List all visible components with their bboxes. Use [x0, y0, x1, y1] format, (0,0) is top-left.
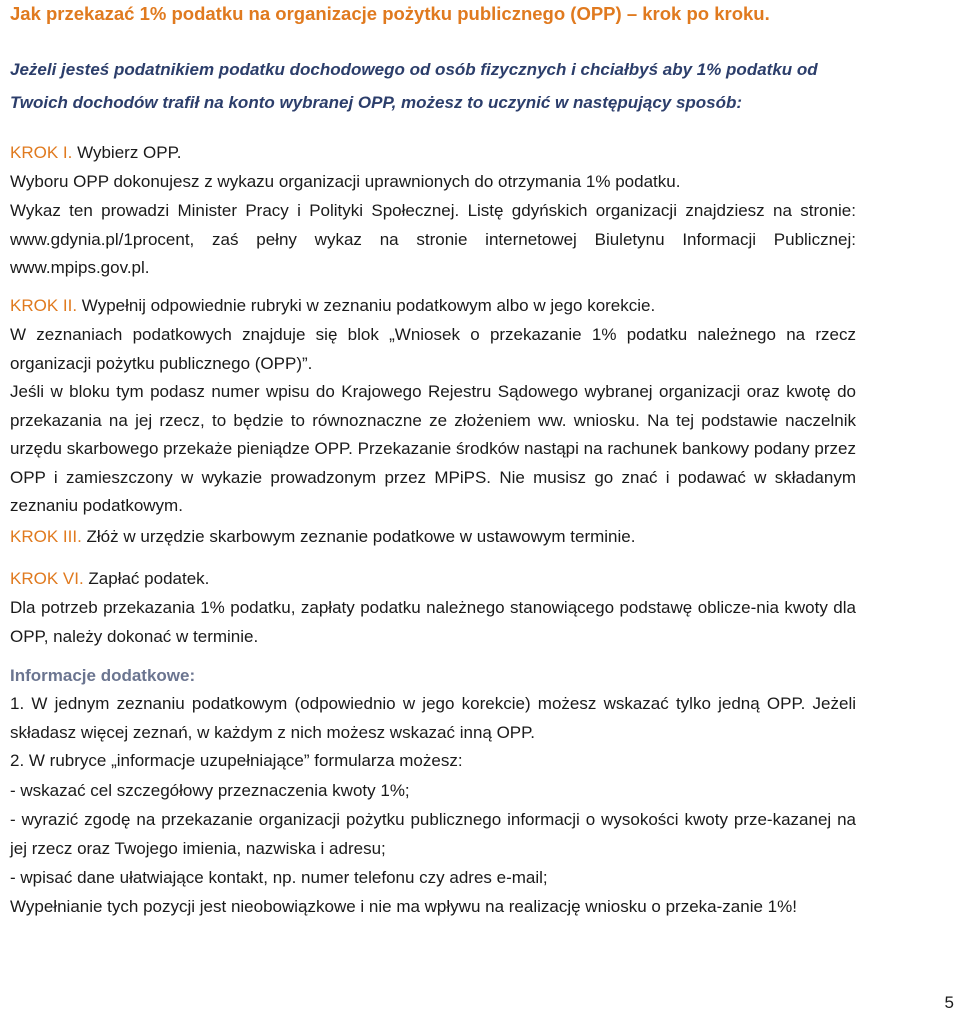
info-heading: Informacje dodatkowe: — [10, 666, 196, 685]
step2-text2: Jeśli w bloku tym podasz numer wpisu do Krajowego Rejestru Sądowego wybranej organizacji oraz kwotę do przekazania na jej rzecz, to będzie to równoznaczne ze złożeniem ww. wniosku. Na tej podstawie naczelnik urzędu skarbowego przekaże pieniądze OPP. Przekazanie środków nastąpi na rachunek bankowy podany przez OPP i zamieszczony w wykazie prowadzonym przez MPiPS. Nie musisz go znać i podawać w składanym zeznaniu podatkowym. — [10, 382, 856, 515]
step1-text2: Wykaz ten prowadzi Minister Pracy i Polityki Społecznej. Listę gdyńskich organizacji znajdziesz na stronie: www.gdynia.pl/1procent, zaś pełny wykaz na stronie internetowej Biuletynu Informacji Publicznej: www.mpips.gov.pl. — [10, 201, 856, 277]
info-item2: 2. W rubryce „informacje uzupełniające” formularza możesz: — [10, 751, 463, 770]
step1-label: KROK I. — [10, 143, 73, 162]
info-bullet3: - wpisać dane ułatwiające kontakt, np. numer telefonu czy adres e-mail; — [10, 868, 548, 887]
page-number: 5 — [944, 993, 954, 1012]
step3-heading-text: Złóż w urzędzie skarbowym zeznanie podatkowe w ustawowym terminie. — [81, 527, 636, 546]
info-closing: Wypełnianie tych pozycji jest nieobowiązkowe i nie ma wpływu na realizację wniosku o przeka-zanie 1%! — [10, 897, 797, 916]
info-item1: 1. W jednym zeznaniu podatkowym (odpowiednio w jego korekcie) możesz wskazać tylko jedną OPP. Jeżeli składasz więcej zeznań, w każdym z nich możesz wskazać inną OPP. — [10, 694, 856, 742]
info-bullet2: - wyrazić zgodę na przekazanie organizacji pożytku publicznego informacji o wysokości kwoty prze-kazanej na jej rzecz oraz Twojego imienia, nazwiska i adresu; — [10, 810, 856, 858]
step1-text1: Wyboru OPP dokonujesz z wykazu organizacji uprawnionych do otrzymania 1% podatku. — [10, 172, 681, 191]
step3-heading — [10, 523, 856, 552]
step4-heading — [10, 565, 856, 594]
step1-heading — [10, 139, 856, 168]
step2-label: KROK II. — [10, 296, 78, 315]
step2-heading — [10, 292, 856, 321]
step3-label: KROK III. — [10, 527, 82, 546]
step2-text1: W zeznaniach podatkowych znajduje się blok „Wniosek o przekazanie 1% podatku należnego na rzecz organizacji pożytku publicznego (OPP)”. — [10, 325, 856, 373]
step4-text1: Dla potrzeb przekazania 1% podatku, zapłaty podatku należnego stanowiącego podstawę oblicze-nia kwoty dla OPP, należy dokonać w terminie. — [10, 598, 856, 646]
info-bullet1: - wskazać cel szczegółowy przeznaczenia kwoty 1%; — [10, 781, 410, 800]
page-title: Jak przekazać 1% podatku na organizacje pożytku publicznego (OPP) – krok po kroku. — [10, 3, 770, 24]
step2-heading-text: Wypełnij odpowiednie rubryki w zeznaniu podatkowym albo w jego korekcie. — [77, 296, 656, 315]
step1-heading-text: Wybierz OPP. — [72, 143, 182, 162]
intro-paragraph: Jeżeli jesteś podatnikiem podatku dochodowego od osób fizycznych i chciałbyś aby 1% podatku od Twoich dochodów trafił na konto wybranej OPP, możesz to uczynić w następujący sposób: — [10, 60, 818, 112]
step4-heading-text: Zapłać podatek. — [83, 569, 210, 588]
step4-label: KROK VI. — [10, 569, 84, 588]
